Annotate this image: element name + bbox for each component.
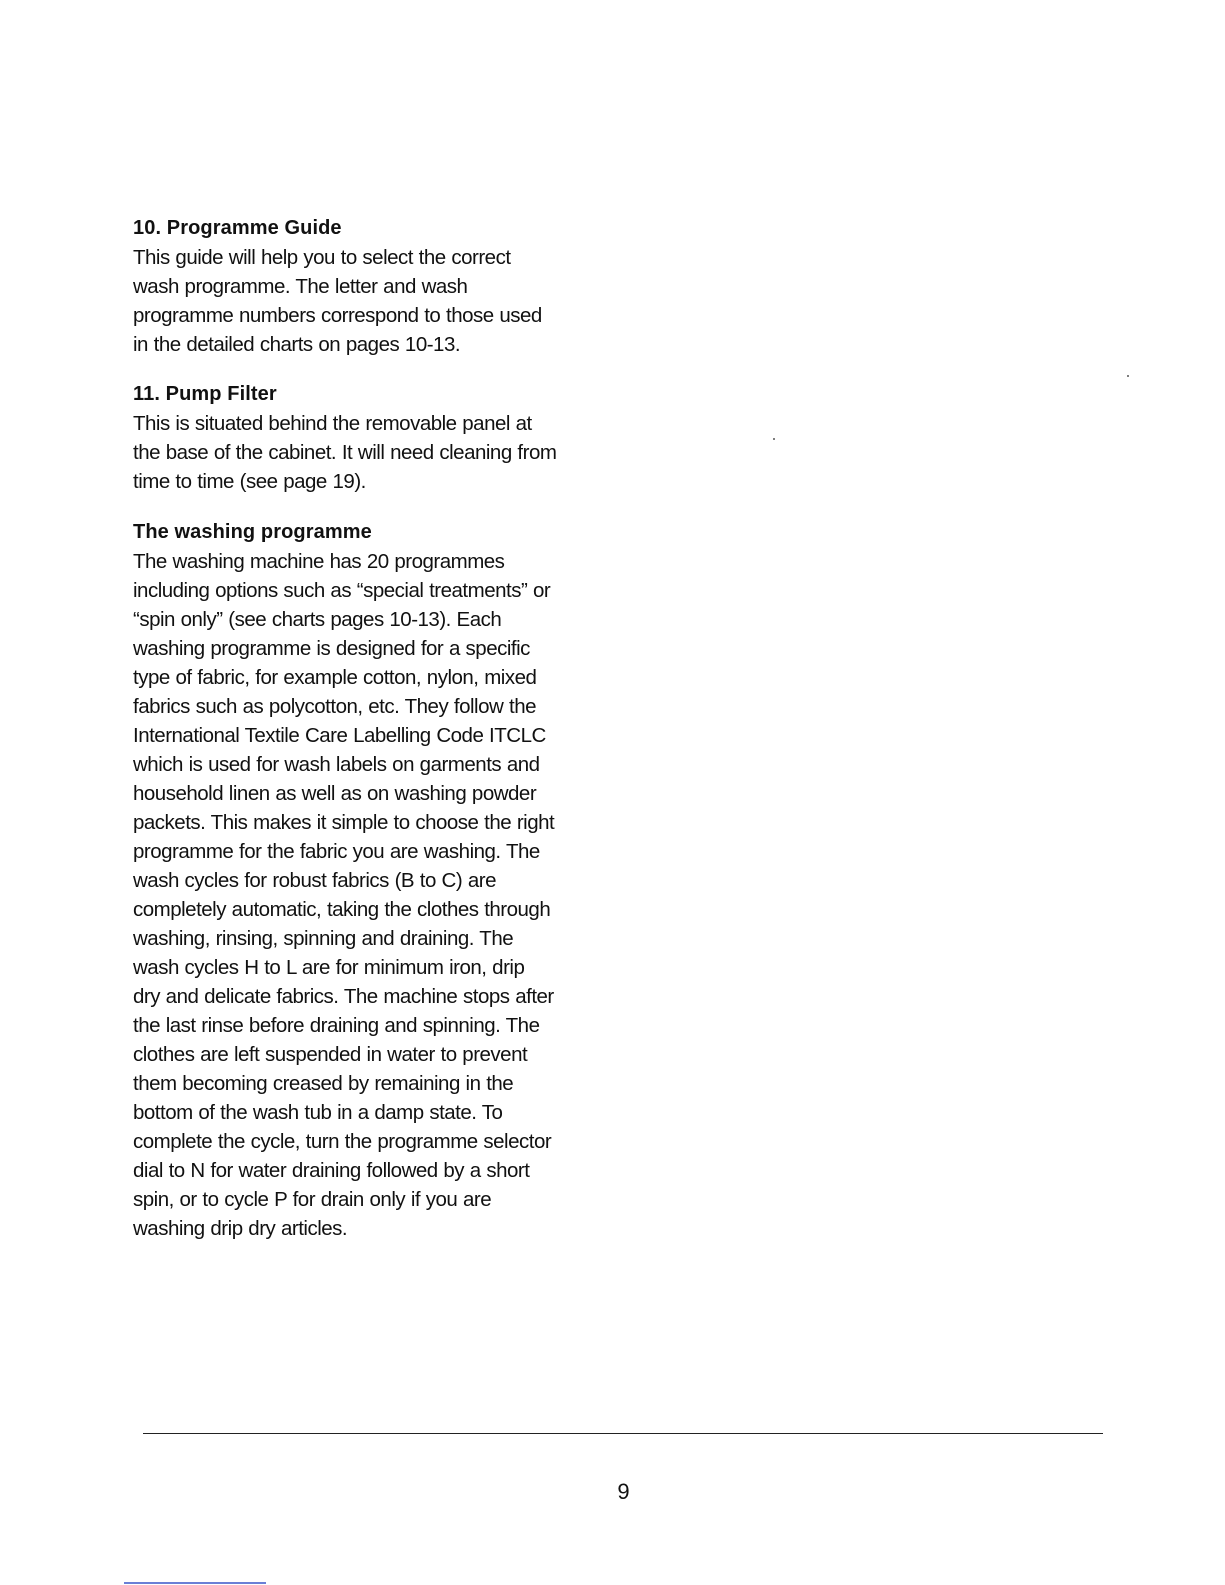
body-line: This guide will help you to select the correct bbox=[133, 246, 511, 269]
body-line: bottom of the wash tub in a damp state. To bbox=[133, 1101, 503, 1124]
body-line: wash cycles H to L are for minimum iron, drip bbox=[133, 956, 525, 979]
body-line: in the detailed charts on pages 10-13. bbox=[133, 333, 461, 356]
body-line: wash cycles for robust fabrics (B to C) are bbox=[133, 869, 497, 892]
bottom-edge-mark bbox=[124, 1582, 266, 1584]
section-spacer bbox=[133, 359, 593, 380]
body-line: wash programme. The letter and wash bbox=[133, 275, 468, 298]
body-line: spin, or to cycle P for drain only if you are bbox=[133, 1188, 492, 1211]
body-line: packets. This makes it simple to choose the right bbox=[133, 811, 555, 834]
body-line: clothes are left suspended in water to prevent bbox=[133, 1043, 528, 1066]
section-programme-guide bbox=[133, 214, 593, 359]
body-line: type of fabric, for example cotton, nylon, mixed bbox=[133, 666, 537, 689]
scan-speck bbox=[1127, 375, 1129, 377]
body-line: completely automatic, taking the clothes through bbox=[133, 898, 551, 921]
section-heading: The washing programme bbox=[133, 521, 372, 543]
body-line: washing programme is designed for a specific bbox=[133, 637, 530, 660]
section-spacer bbox=[133, 496, 593, 518]
scan-speck bbox=[773, 438, 775, 440]
section-heading: 10. Programme Guide bbox=[133, 217, 342, 239]
body-line: fabrics such as polycotton, etc. They follow the bbox=[133, 695, 537, 718]
body-line: programme numbers correspond to those used bbox=[133, 304, 542, 327]
page-number: 9 bbox=[617, 1479, 630, 1504]
body-line: household linen as well as on washing powder bbox=[133, 782, 537, 805]
body-line: complete the cycle, turn the programme selector bbox=[133, 1130, 552, 1153]
section-heading: 11. Pump Filter bbox=[133, 383, 277, 405]
body-line: “spin only” (see charts pages 10-13). Each bbox=[133, 608, 502, 631]
body-line: programme for the fabric you are washing. The bbox=[133, 840, 540, 863]
body-line: International Textile Care Labelling Code ITCLC bbox=[133, 724, 546, 747]
body-line: including options such as “special treatments” or bbox=[133, 579, 551, 602]
body-line: the last rinse before draining and spinning. The bbox=[133, 1014, 540, 1037]
body-line: them becoming creased by remaining in the bbox=[133, 1072, 514, 1095]
body-line: which is used for wash labels on garments and bbox=[133, 753, 540, 776]
body-line: dry and delicate fabrics. The machine stops after bbox=[133, 985, 554, 1008]
body-line: washing, rinsing, spinning and draining. The bbox=[133, 927, 514, 950]
section-washing-programme bbox=[133, 518, 593, 1243]
body-line: washing drip dry articles. bbox=[133, 1217, 348, 1240]
body-line: The washing machine has 20 programmes bbox=[133, 550, 505, 573]
body-line: This is situated behind the removable panel at bbox=[133, 412, 532, 435]
footer-rule bbox=[143, 1433, 1103, 1434]
section-pump-filter bbox=[133, 380, 593, 496]
text-column bbox=[133, 214, 593, 1243]
body-line: dial to N for water draining followed by a short bbox=[133, 1159, 530, 1182]
body-line: the base of the cabinet. It will need cleaning from bbox=[133, 441, 557, 464]
body-line: time to time (see page 19). bbox=[133, 470, 366, 493]
